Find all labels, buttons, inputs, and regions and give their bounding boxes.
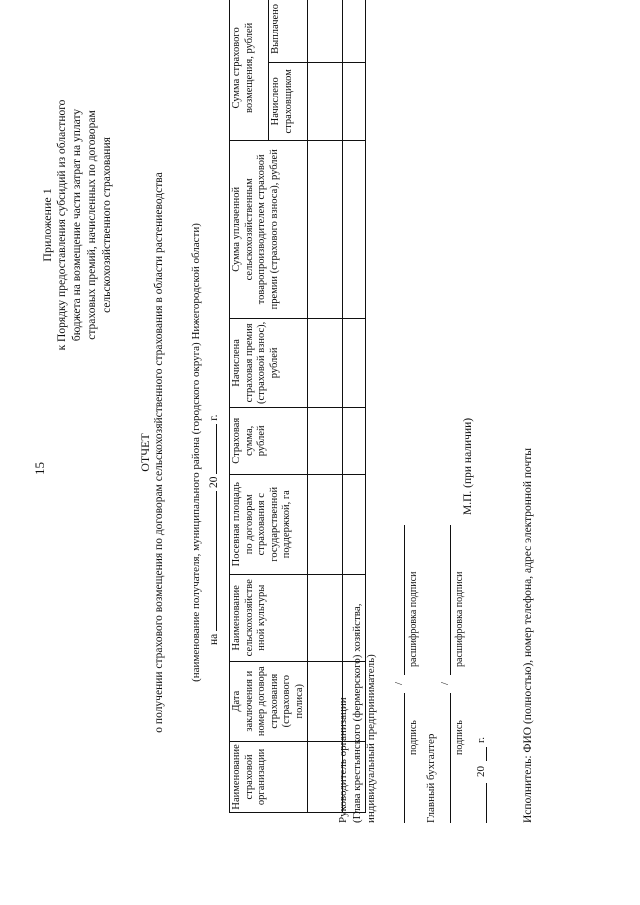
table-cell[interactable] xyxy=(308,407,343,474)
head-signature-line[interactable] xyxy=(404,693,405,823)
report-title: ОТЧЕТ xyxy=(138,433,152,472)
slash: / xyxy=(439,681,451,685)
appendix-title: Приложение 1 xyxy=(40,188,54,262)
table-cell[interactable] xyxy=(308,140,343,318)
sign-caption: подпись xyxy=(408,720,419,755)
table-cell[interactable] xyxy=(343,0,366,62)
appendix-line: бюджета на возмещение части затрат на уплату xyxy=(71,108,83,342)
page-number: 15 xyxy=(32,462,47,475)
table-cell[interactable] xyxy=(343,62,366,140)
header-compensation: Сумма страхового возмещения, рублей xyxy=(230,0,269,140)
date-day-line[interactable] xyxy=(486,783,487,823)
accountant-signature-line[interactable] xyxy=(450,693,451,823)
table-cell[interactable] xyxy=(343,474,366,574)
header-premium-paid: Сумма уплаченной сельскохозяйственным товаропроизводителем страховой премии (страхового взноса), рублей xyxy=(230,140,308,318)
recipient-caption: (наименование получателя, муниципального района (городского округа) Нижегородской области) xyxy=(190,223,202,682)
head-decode-line[interactable] xyxy=(404,525,405,675)
head-line-3: индивидуальный предприниматель) xyxy=(365,654,377,823)
date-year: 20 xyxy=(475,766,487,777)
header-compensation-paid: Выплачено xyxy=(269,0,308,62)
appendix-line: сельскохозяйственного страхования xyxy=(101,137,113,313)
header-compensation-charged: Начислено страховщиком xyxy=(269,62,308,140)
decode-caption: расшифровка подписи xyxy=(408,571,419,667)
header-sum-insured: Страховая сумма, рублей xyxy=(230,407,308,474)
appendix-line: страховых премий, начисленных по договорам xyxy=(86,110,98,340)
stamp-label: М.П. (при наличии) xyxy=(462,417,474,515)
executor-line: Исполнитель: ФИО (полностью), номер телефона, адрес электронной почты xyxy=(522,447,534,823)
period-blank xyxy=(206,491,217,631)
date-year-line[interactable] xyxy=(486,747,487,761)
header-insurer: Наименование страховой организации xyxy=(230,741,308,812)
header-area: Посевная площадь по договорам страхования с государственной поддержкой, га xyxy=(230,474,308,574)
table-cell[interactable] xyxy=(308,318,343,407)
report-subtitle: о получении страхового возмещения по договорам сельскохозяйственного страхования в области растениеводства xyxy=(153,172,165,733)
header-crop: Наименование сельскохозяйстве нной культуры xyxy=(230,574,308,661)
accountant-label: Главный бухгалтер xyxy=(425,733,437,823)
period-year-blank xyxy=(206,424,217,474)
accountant-decode-line[interactable] xyxy=(450,525,451,675)
head-line-1: Руководитель организации xyxy=(337,697,349,823)
date-suffix: г. xyxy=(475,736,487,743)
period-suffix: г. xyxy=(208,414,220,421)
table-cell[interactable] xyxy=(308,0,343,62)
appendix-line: к Порядку предоставления субсидий из областного xyxy=(56,99,68,351)
table-cell[interactable] xyxy=(343,407,366,474)
report-period xyxy=(206,265,220,645)
table-cell[interactable] xyxy=(343,318,366,407)
period-year: 20 xyxy=(208,476,220,488)
header-contract-date: Дата заключения и номер договора страхования (страхового полиса) xyxy=(230,661,308,741)
table-cell[interactable] xyxy=(343,140,366,318)
table-cell[interactable] xyxy=(308,474,343,574)
header-premium-charged: Начислена страховая премия (страховой взнос), рублей xyxy=(230,318,308,407)
sign-caption: подпись xyxy=(454,720,465,755)
head-line-2: (Глава крестьянского (фермерского) хозяйства, xyxy=(351,603,363,823)
slash: / xyxy=(393,681,405,685)
table-cell[interactable] xyxy=(308,62,343,140)
head-signature-label xyxy=(336,604,378,823)
period-prefix: на xyxy=(208,633,220,645)
appendix-block xyxy=(40,25,115,425)
decode-caption: расшифровка подписи xyxy=(454,571,465,667)
